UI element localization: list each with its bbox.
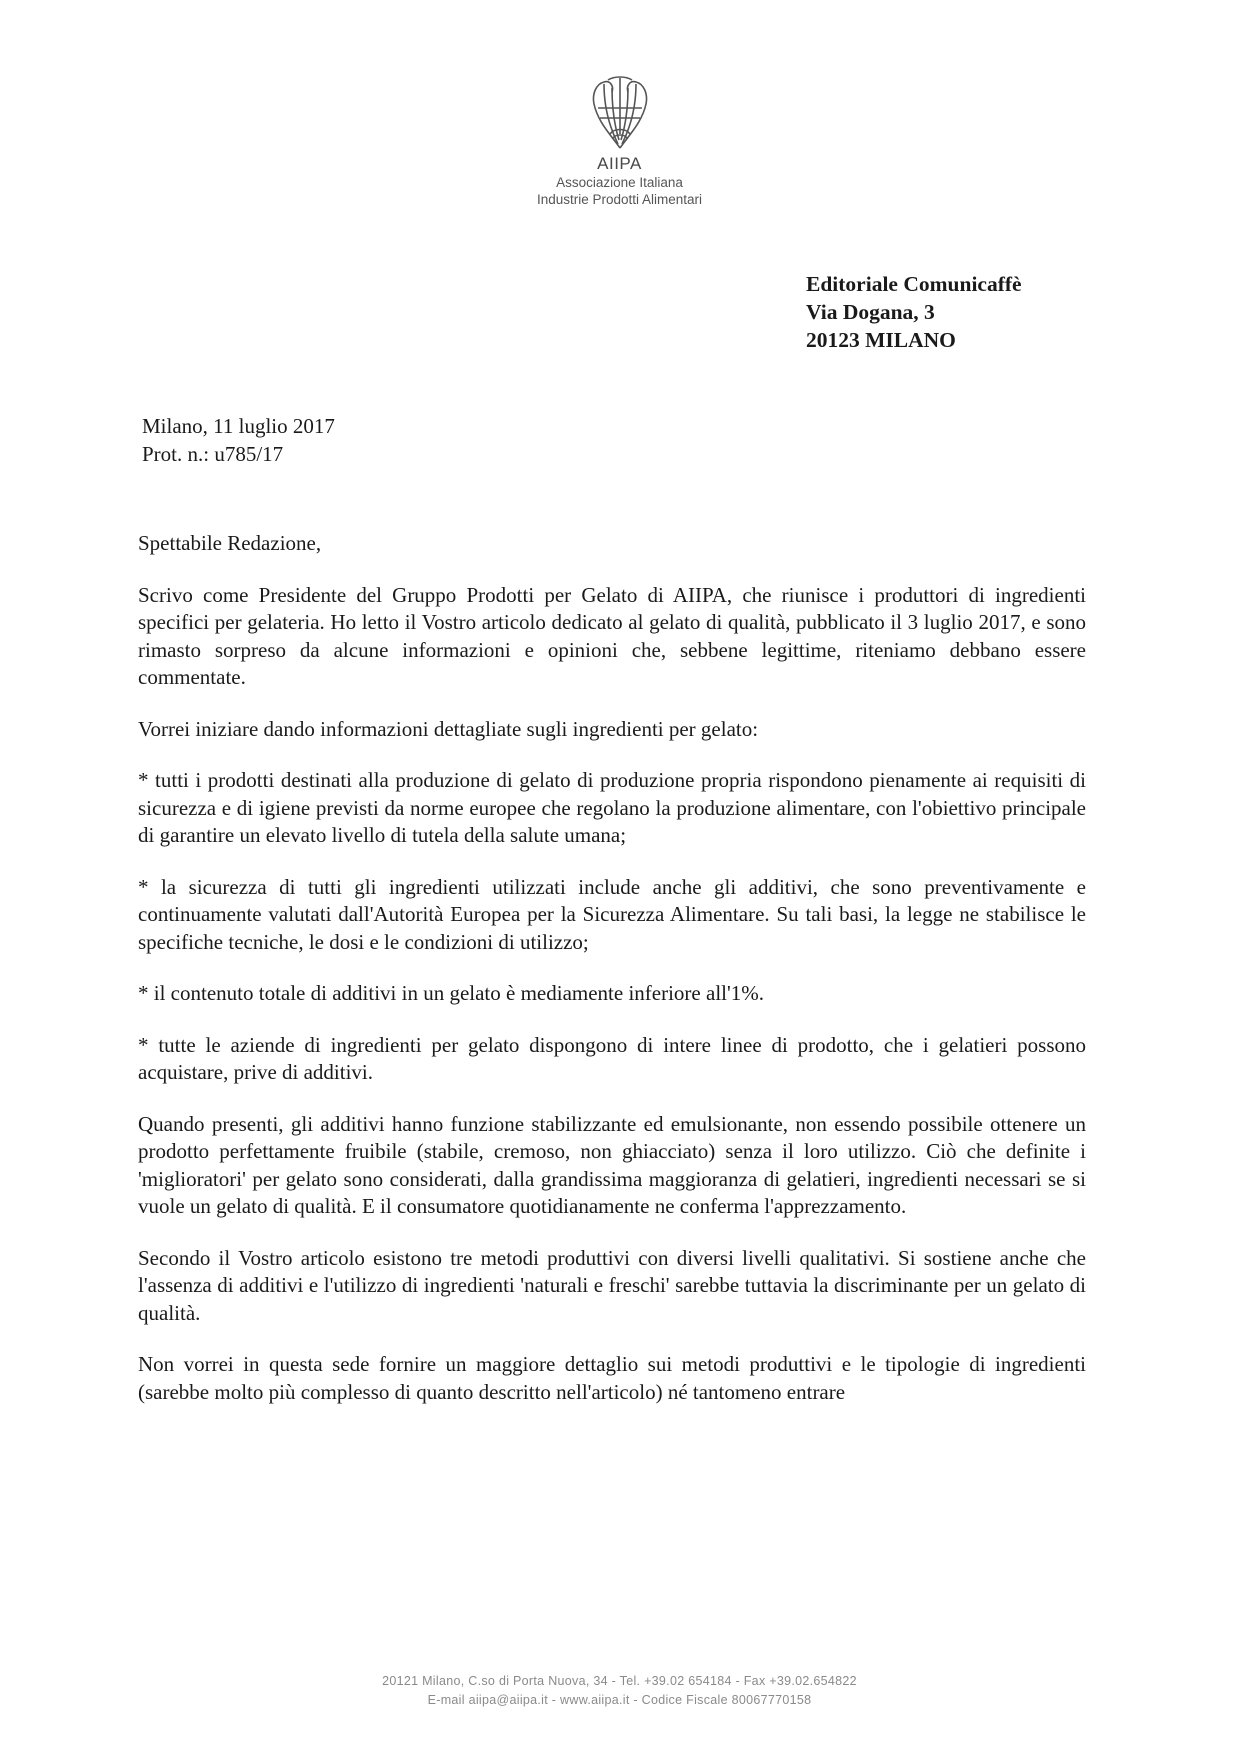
footer-contacts: E-mail aiipa@aiipa.it - www.aiipa.it - Codice Fiscale 80067770158 (427, 1693, 812, 1707)
footer-address: 20121 Milano, C.so di Porta Nuova, 34 - Tel. +39.02 654184 - Fax +39.02.654822 (382, 1674, 857, 1688)
paragraph: Non vorrei in questa sede fornire un maggiore dettaglio sui metodi produttivi e le tipologie di ingredienti (sarebbe molto più complesso di quanto descritto nell'articolo) né tantomeno entrare (138, 1352, 1086, 1404)
paragraph: Secondo il Vostro articolo esistono tre metodi produttivi con diversi livelli qualitativi. Si sostiene anche che l'assenza di additivi e l'utilizzo di ingredienti 'naturali e freschi' sarebbe tuttavia la discriminante per un gelato di qualità. (138, 1245, 1086, 1325)
recipient-address (806, 270, 1022, 354)
bullet-paragraph: * la sicurezza di tutti gli ingredienti utilizzati include anche gli additivi, che sono preventivamente e continuamente valutati dall'Autorità Europea per la Sicurezza Alimentare. Su tali basi, la legge ne stabilisce le specifiche tecniche, le dosi e le condizioni di utilizzo; (138, 874, 1086, 954)
letter-body (138, 530, 1086, 1430)
recipient-street: Via Dogana, 3 (806, 300, 935, 324)
paragraph: Scrivo come Presidente del Gruppo Prodotti per Gelato di AIIPA, che riunisce i produttori di ingredienti specifici per gelateria. Ho letto il Vostro articolo dedicato al gelato di qualità, pubblicato il 3 luglio 2017, e sono rimasto sorpreso da alcune informazioni e opinioni che, sebbene legittime, riteniamo debbano essere commentate. (138, 582, 1086, 689)
letterhead-footer (0, 1672, 1239, 1710)
paragraph: Vorrei iniziare dando informazioni dettagliate sugli ingredienti per gelato: (138, 716, 759, 741)
protocol-number: Prot. n.: u785/17 (142, 442, 284, 466)
salutation: Spettabile Redazione, (138, 531, 322, 555)
letter-date: Milano, 11 luglio 2017 (142, 414, 335, 438)
bullet-paragraph: * il contenuto totale di additivi in un gelato è mediamente inferiore all'1%. (138, 981, 765, 1005)
bullet-paragraph: * tutti i prodotti destinati alla produzione di gelato di produzione propria rispondono pienamente ai requisiti di sicurezza e di igiene previsti da norme europee che regolano la produzione alimentare, con l'obiettivo principale di garantire un elevato livello di tutela della salute umana; (138, 768, 1086, 847)
org-name-line1: Associazione Italiana (556, 175, 683, 190)
org-name-line2: Industrie Prodotti Alimentari (536, 192, 703, 207)
letterhead-logo (0, 74, 1239, 208)
paragraph: Quando presenti, gli additivi hanno funzione stabilizzante ed emulsionante, non essendo possibile ottenere un prodotto perfettamente fruibile (stabile, cremoso, non ghiacciato) senza il loro utilizzo. Ciò che definite i 'miglioratori' per gelato sono considerati, dalla grandissima maggioranza di gelatieri, ingredienti necessari se si vuole un gelato di qualità. E il consumatore quotidianamente ne conferma l'apprezzamento. (138, 1111, 1086, 1218)
bullet-paragraph: * tutte le aziende di ingredienti per gelato dispongono di intere linee di prodotto, che i gelatieri possono acquistare, prive di additivi. (138, 1032, 1086, 1084)
recipient-name: Editoriale Comunicaffè (806, 272, 1022, 296)
aiipa-emblem-icon (580, 74, 660, 152)
date-block (142, 412, 335, 468)
recipient-city: 20123 MILANO (806, 328, 956, 352)
org-acronym: AIIPA (597, 154, 642, 173)
